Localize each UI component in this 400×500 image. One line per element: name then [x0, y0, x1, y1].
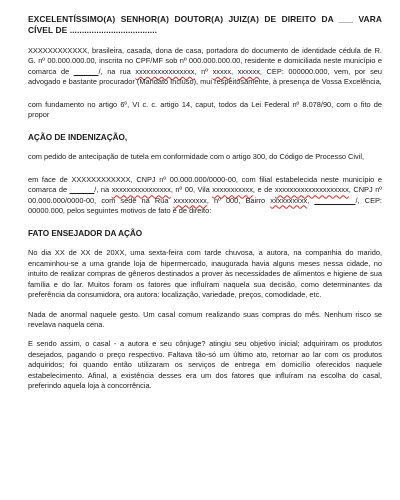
plaintiff-district: xxxxxx	[237, 66, 260, 76]
comarca-blank: ______	[73, 66, 99, 76]
plaintiff-name: XXXXXXXXXXXX	[28, 46, 88, 55]
defendant-street: xxxxxxxxxxxxxxxx	[111, 185, 171, 195]
plaintiff-street: xxxxxxxxxxxxxxxx	[135, 66, 195, 76]
defendant-bairro: xxxxxxxxxx	[270, 195, 308, 205]
action-title: AÇÃO DE INDENIZAÇÃO,	[28, 133, 128, 143]
defendant-comarca-blank: ______	[69, 185, 95, 195]
defendant-rua: xxxxxxxxx	[173, 195, 207, 205]
plaintiff-number: xxxxx	[212, 66, 232, 76]
facts-paragraph: E sendo assim, o casal - a autora e seu cônjuge? atingiu seu objetivo inicial; adquiriram os produtos desejados, pagando o preço respectivo. Faltava tão-só um último ato, retornar ao lar com os produtos adquiridos; foi quando então utilizaram os serviços de entrega em domicílio oferecidos naquele estabelecimento. Afinal, a existência desses era um dos fatores que influíram na escolha do casal, preferindo aquela loja à concorrência.	[28, 339, 382, 390]
defendant-vila: xxxxxxxxxxx	[212, 185, 253, 195]
court-heading: EXCELENTÍSSIMO(A) SENHOR(A) DOUTOR(A) JUIZ(A) DE DIREITO DA ___ VARA CÍVEL DE ....................................	[28, 14, 382, 35]
legal-basis: com fundamento no artigo 6º, VI c. c. artigo 14, caput, todos da Lei Federal nº 8.078/90, com o fito de propor	[28, 99, 382, 120]
facts-title: FATO ENSEJADOR DA AÇÃO	[28, 229, 143, 239]
defendant-company: xxxxxxxxxxxxxxxxxxxx	[274, 185, 349, 195]
facts-paragraph: No dia XX de XX de 20XX, uma sexta-feira com tarde chuvosa, a autora, na companhia do marido, encaminhou-se a uma grande loja de hipermercado, inaugurada havia alguns meses nessa cidade, no intuito de realizar compras de gêneros destinados a prover às necessidades de alimentos e higiene de sua família e do lar. Muitos foram os fatores que influíram naquela sua decisão, como determinantes da preferência da consumidora, ora autora: localização, variedade, preços, comodidade, etc.	[28, 248, 382, 300]
facts-paragraph: Nada de anormal naquele gesto. Um casal comum realizando suas compras do mês. Nenhum risco se revelava naquela cena.	[28, 309, 382, 329]
plaintiff-qualification: XXXXXXXXXXXX, brasileira, casada, dona de casa, portadora do documento de identidade cédula de R. G. nº 00.000.000.00, inscrita no CPF/MF sob nº 000.000.000.00, residente e domiciliada neste município e comarca de ______/, na rua xxxxxxxxxxxxxxxx, nº xxxxx, xxxxxx, CEP: 000000.000, vem, por seu advogado e bastante procurador (Mandato Incluso), mui respeitosamente, à presença de Vossa Excelência,	[28, 46, 382, 87]
defendant-city-blank: __________	[314, 195, 356, 205]
injunction-request: com pedido de antecipação de tutela em conformidade com o artigo 300, do Código de Processo Civil,	[28, 152, 365, 162]
defendant-qualification: em face de XXXXXXXXXXXX, CNPJ nº 00.000.000/0000-00, com filial estabelecida neste município e comarca de ______/, na xxxxxxxxxxxxxxxx, nº 00, Vila xxxxxxxxxxx, e de xxxxxxxxxxxxxxxxxxxx, CNPJ nº 00.000.000/0000-00, com sede na Rua xxxxxxxxx, nº 000, Bairro xxxxxxxxxx, __________/, CEP: 00000.000, pelos seguintes motivos de fato e de direito:	[28, 174, 382, 216]
